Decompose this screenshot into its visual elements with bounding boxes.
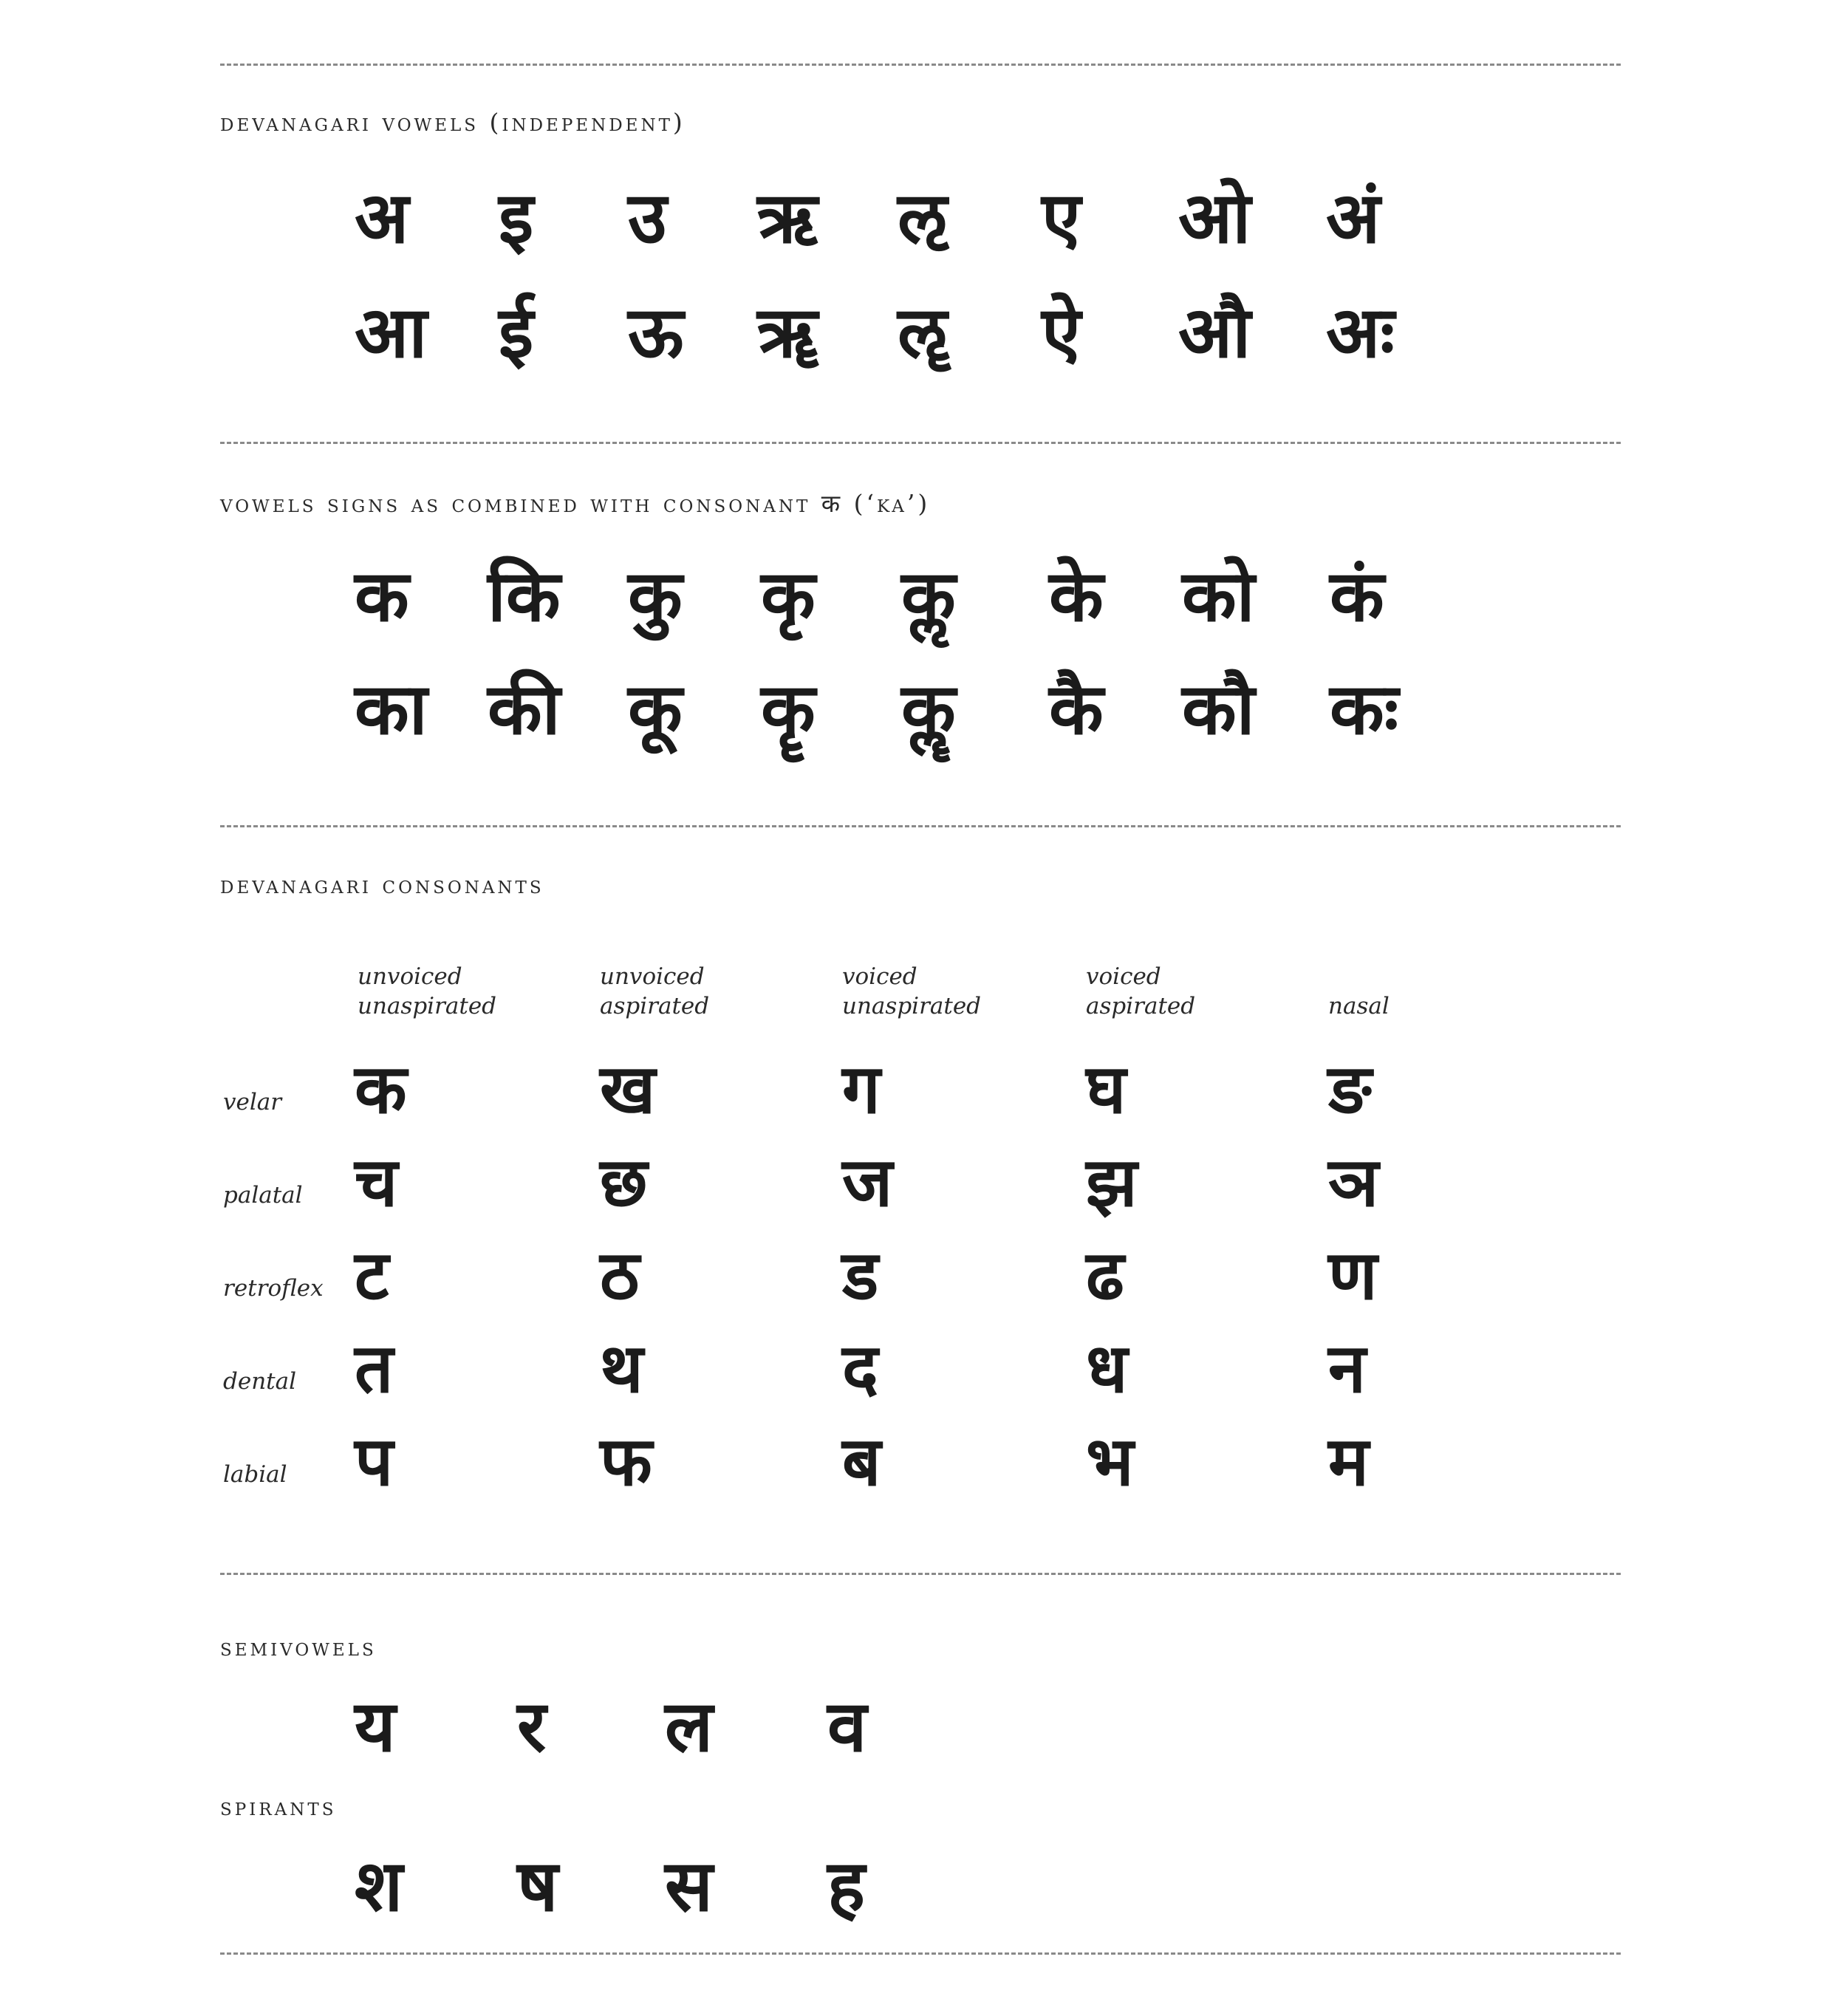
column-header-voiced-unaspirated: voiced unaspirated <box>842 963 982 1019</box>
vowel-sign-glyph: कू <box>628 668 683 751</box>
consonant-glyph: च <box>355 1143 398 1222</box>
semivowels-title: semivowels <box>220 1633 377 1661</box>
consonant-glyph: ट <box>355 1236 389 1315</box>
column-header-unvoiced-aspirated: unvoiced aspirated <box>600 963 710 1019</box>
consonant-glyph: भ <box>1086 1422 1134 1501</box>
spirant-glyph: श <box>355 1845 403 1927</box>
spirant-glyph: ष <box>517 1845 558 1927</box>
row-label-velar: velar <box>223 1089 282 1115</box>
vowel-sign-glyph: क <box>355 555 409 638</box>
vowels-title: devanagari vowels (independent) <box>220 108 686 137</box>
consonant-glyph: म <box>1328 1422 1370 1501</box>
semivowel-glyph: र <box>517 1685 547 1768</box>
consonant-glyph: ज <box>842 1143 893 1222</box>
vowel-sign-glyph: कः <box>1330 668 1399 751</box>
vowel-sign-glyph: कौ <box>1182 668 1255 751</box>
vowel-glyph: ए <box>1042 177 1081 259</box>
consonant-glyph: प <box>355 1422 394 1501</box>
vowel-glyph: ऐ <box>1042 291 1081 374</box>
divider-top <box>220 64 1621 66</box>
consonant-glyph: ङ <box>1328 1050 1372 1129</box>
vowel-sign-glyph: कै <box>1049 668 1104 751</box>
vowel-sign-glyph: कं <box>1330 555 1384 638</box>
vowel-glyph: ई <box>499 291 534 374</box>
consonant-glyph: ञ <box>1328 1143 1379 1222</box>
vowel-glyph: इ <box>499 177 534 259</box>
column-header-unvoiced-unaspirated: unvoiced unaspirated <box>358 963 497 1019</box>
semivowel-glyph: य <box>355 1685 396 1768</box>
row-label-palatal: palatal <box>223 1182 303 1209</box>
divider <box>220 1573 1621 1575</box>
row-label-labial: labial <box>223 1461 287 1488</box>
vowel-glyph: ॠ <box>757 291 818 374</box>
consonant-glyph: छ <box>600 1143 648 1222</box>
consonant-glyph: ग <box>842 1050 881 1129</box>
consonant-glyph: ण <box>1328 1236 1378 1315</box>
semivowel-glyph: ल <box>665 1685 714 1768</box>
spirants-title: spirants <box>220 1792 337 1821</box>
vowel-glyph: ओ <box>1178 177 1251 259</box>
consonant-glyph: ख <box>600 1050 656 1129</box>
vowel-glyph: ऋ <box>757 177 818 259</box>
vowel-sign-glyph: के <box>1049 555 1104 638</box>
consonant-glyph: न <box>1328 1329 1367 1408</box>
vowel-sign-glyph: कॣ <box>901 668 956 751</box>
consonant-glyph: त <box>355 1329 394 1408</box>
consonant-glyph: द <box>842 1329 878 1408</box>
consonants-title: devanagari consonants <box>220 870 544 899</box>
vowel-glyph: ऌ <box>898 177 948 259</box>
spirant-glyph: स <box>665 1845 713 1927</box>
column-header-nasal: nasal <box>1328 993 1390 1019</box>
spirant-glyph: ह <box>827 1845 865 1927</box>
vowel-sign-glyph: कॄ <box>761 668 816 751</box>
consonant-glyph: फ <box>600 1422 652 1501</box>
vowel-glyph: ऊ <box>628 291 684 374</box>
consonant-glyph: ब <box>842 1422 881 1501</box>
vowel-sign-glyph: का <box>355 668 428 751</box>
vowel-glyph: अ <box>355 177 409 259</box>
vowel-sign-glyph: की <box>488 668 561 751</box>
consonant-glyph: ध <box>1086 1329 1128 1408</box>
row-label-dental: dental <box>223 1368 297 1395</box>
consonant-glyph: क <box>355 1050 407 1129</box>
consonant-glyph: झ <box>1086 1143 1138 1222</box>
vowel-sign-glyph: कृ <box>761 555 816 638</box>
consonant-glyph: थ <box>600 1329 643 1408</box>
consonant-glyph: ठ <box>600 1236 640 1315</box>
row-label-retroflex: retroflex <box>223 1275 324 1302</box>
consonant-glyph: ढ <box>1086 1236 1124 1315</box>
vowel-glyph: औ <box>1178 291 1251 374</box>
column-header-voiced-aspirated: voiced aspirated <box>1086 963 1196 1019</box>
vowel-sign-glyph: कु <box>628 555 683 638</box>
divider-bottom <box>220 1952 1621 1955</box>
vowel-sign-glyph: को <box>1182 555 1255 638</box>
vowel-glyph: आ <box>355 291 428 374</box>
vowel-glyph: अः <box>1326 291 1395 374</box>
semivowel-glyph: व <box>827 1685 867 1768</box>
consonant-glyph: घ <box>1086 1050 1127 1129</box>
divider <box>220 825 1621 827</box>
vowel-glyph: अं <box>1326 177 1381 259</box>
consonant-glyph: ड <box>842 1236 879 1315</box>
vowel-glyph: उ <box>628 177 667 259</box>
vowel-glyph: ॡ <box>898 291 948 374</box>
vowel-sign-glyph: कि <box>488 555 561 638</box>
divider <box>220 442 1621 444</box>
vowel-signs-title: vowels signs as combined with consonant क (‘ka’) <box>220 489 931 518</box>
vowel-sign-glyph: कॢ <box>901 555 956 638</box>
